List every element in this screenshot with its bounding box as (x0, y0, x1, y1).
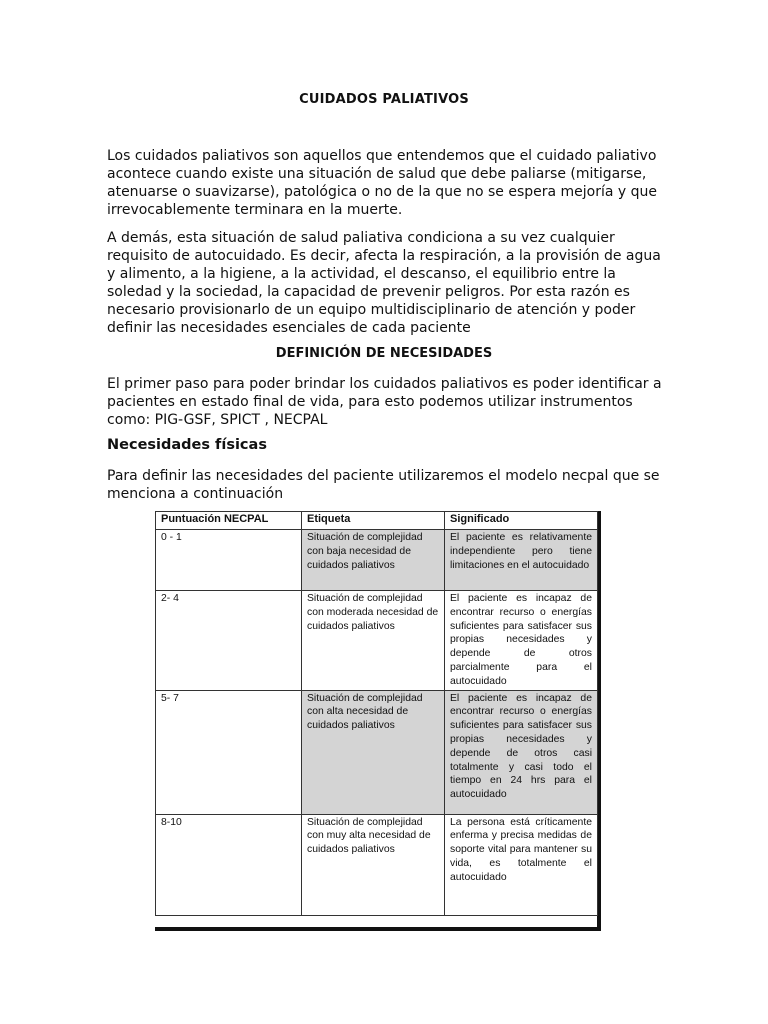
cell-label: Situación de complejidad con moderada necesidad de cuidados paliativos (302, 591, 445, 691)
table-row (156, 591, 598, 691)
paragraph-necpal-intro: Para definir las necesidades del paciente utilizaremos el modelo necpal que se menciona a continuación (107, 468, 660, 502)
table-row (156, 690, 598, 814)
subheading-physical-needs: Necesidades físicas (107, 437, 267, 453)
table-row (156, 814, 598, 915)
cell-score: 5- 7 (156, 690, 302, 814)
paragraph-self-care: A demás, esta situación de salud paliativa condiciona a su vez cualquier requisito de autocuidado. Es decir, afecta la respiración, a la provisión de agua y alimento, a la higiene, a la actividad, el descanso, el equilibrio entre la soledad y la sociedad, la capacidad de prevenir peligros. Por esta razón es necesario provisionarlo de un equipo multidisciplinario de atención y poder definir las necesidades esenciales de cada paciente (107, 230, 661, 336)
cell-meaning: El paciente es incapaz de encontrar recurso o energías suficientes para satisfacer sus propias necesidades y depende de otros casi totalmente y casi todo el tiempo en 24 hrs para el autocuidado (445, 690, 598, 814)
necpal-table-image (155, 511, 601, 931)
cell-label: Situación de complejidad con alta necesidad de cuidados paliativos (302, 690, 445, 814)
cell-label: Situación de complejidad con baja necesidad de cuidados paliativos (302, 530, 445, 591)
cell-meaning: La persona está críticamente enferma y precisa medidas de soporte vital para mantener su vida, es totalmente el autocuidado (445, 814, 598, 915)
paragraph-intro: Los cuidados paliativos son aquellos que entendemos que el cuidado paliativo acontece cuando existe una situación de salud que debe paliarse (mitigarse, atenuarse o suavizarse), patológica o no de la que no se espera mejoría y que irrevocablemente terminara en la muerte. (107, 148, 658, 218)
cell-meaning: El paciente es incapaz de encontrar recurso o energías suficientes para satisfacer sus propias necesidades y depende de otros parcialmente para el autocuidado (445, 591, 598, 691)
header-meaning: Significado (445, 512, 598, 530)
header-label: Etiqueta (302, 512, 445, 530)
header-score: Puntuación NECPAL (156, 512, 302, 530)
cell-meaning: El paciente es relativamente independiente pero tiene limitaciones en el autocuidado (445, 530, 598, 591)
cell-score: 2- 4 (156, 591, 302, 691)
table-row (156, 530, 598, 591)
section-heading-needs: DEFINICIÓN DE NECESIDADES (275, 346, 493, 361)
cell-score: 0 - 1 (156, 530, 302, 591)
necpal-table (155, 511, 598, 916)
cell-score: 8-10 (156, 814, 302, 915)
document-title: CUIDADOS PALIATIVOS (299, 92, 469, 107)
paragraph-identification: El primer paso para poder brindar los cuidados paliativos es poder identificar a pacientes en estado final de vida, para esto podemos utilizar instrumentos como: PIG-GSF, SPICT , NECPAL (107, 376, 662, 428)
table-header-row (156, 512, 598, 530)
cell-label: Situación de complejidad con muy alta necesidad de cuidados paliativos (302, 814, 445, 915)
